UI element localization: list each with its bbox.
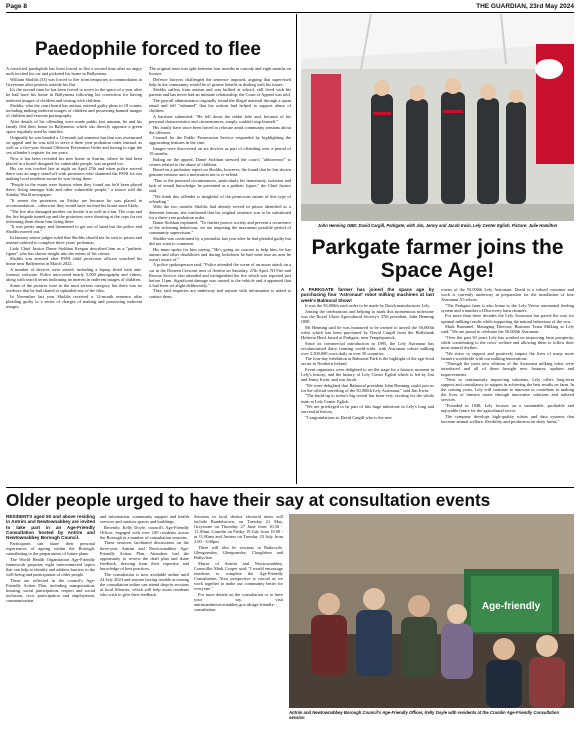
paragraph: "It was pretty angry and threatened to get out of hand but the police and Sholdis moved out."	[6, 224, 142, 235]
paragraph: "We think this offender is insightful of the pernicious nature of this type of offending."	[149, 193, 291, 204]
paragraph: For more details on the consultation or to have your say, visit antrimandnewtownabbey.gov.uk/age-friendly-consultation	[194, 591, 283, 613]
paragraph: Event organisers were delighted to set the stage for a historic moment in Lely's history, and the history of Lely Center Eglish which is led by Jim and Jenny Irwin, and son Jacob.	[301, 367, 434, 383]
section-divider	[6, 487, 574, 488]
paragraph: "The build-up to today's big reveal has been very exciting for the whole team at Lely Center Eglish.	[301, 393, 434, 404]
paragraph: "Founded in 1948, Lely focuses on a sustainable, profitable and enjoyable future for the agricultural sector.	[441, 403, 574, 414]
paragraph: These are reflected in the council's Age-Friendly Action Plan, including transportation, housing, social participation, respect and social inclusion, civic participation and employment, communication	[6, 577, 95, 604]
paragraph: They said enquiries are underway and anyone with information is asked to contact them.	[149, 288, 291, 299]
paragraph: Participants can share their personal experiences of ageing within the Borough, contributing to the preparations of future plans.	[6, 540, 95, 557]
paragraph: It was the 50,000th such order to be made by Dutch manufacturer Lely.	[305, 303, 431, 309]
paragraph: Sholdis suffers from autism and was bullied at school, still lived with his parents and has never had an intimate relationship, the Court of Appeal was told.	[149, 87, 291, 98]
paragraph: "The fire also damaged another car beside it as well as a bin. The cops and the fire brigade turned up and the protesters were shouting at the cops for not informing them about him living there.	[6, 208, 142, 224]
paragraph: "The Parkgate farm is also home to the Lely Vector automated feeding system and a number of Discovery barn cleaners.	[441, 302, 574, 313]
paragraph: Since its commercial introduction in 1995, the Lely Astronaut has revolutionised dairy farming world-wide, with Astronaut robots milking over 2,500,000 cows daily in over 50 countries.	[301, 340, 434, 356]
paragraph: "Through the years new editions of the Astronaut milking robot were introduced and all of them brought new features, updates and improvements.	[441, 361, 574, 377]
paragraph: With the two months Sholdis had already served in prison identified as a deterrent feature, she confirmed that his original sentence was to be substituted for a three-year probation order.	[149, 204, 291, 220]
paragraph: "Next to continuously improving solutions, Lely offers long-term support and consultancy to support in achieving the best results on farm. In the coming years, Lely will continue to innovate to contribute to making the lives of farmers easier through innovative solutions and tailored services.	[441, 377, 574, 403]
story3-photo-caption: Antrim and Newtownabbey Borough Council's Age-Friendly Officer, Kelly Doyle with residents at the Crumlin Age-Friendly Consultation session	[289, 710, 560, 720]
story3-column-3	[194, 514, 283, 732]
paragraph: It's the second time he has been forced to move in the space of a year after he had have his home in Ballymena following his conviction for having indecent images of children and sexting with children.	[6, 87, 142, 103]
paragraph: A police spokesperson said: "Police attended the scene of an arson attack on a car in the Doneen Crescent area of Antrim on Saturday, 27th April. NI Fire and Rescue Service also attended and extinguished the fire which was reported just before 11pm. Significant damage was caused to the vehicle and it appeared that it had been set alight deliberately."	[149, 262, 291, 288]
paragraph: The original term was split between four months in custody and eight months on licence.	[149, 66, 291, 77]
paragraph: For more than three decades the Lely Astronaut has paved the way for optimal milking results while supporting the natural behaviour of the cow.	[441, 313, 574, 324]
paragraph: William Sholdis (33) was forced to flee from temporary accommodation in Greystone after protests outside his flat.	[6, 76, 142, 87]
paragraph: His family have since been forced to relocate amid community tensions about the offences.	[149, 124, 291, 135]
paragraph: Sholdis, who the court heard has autism, entered guilty pleas to 18 counts, including making indecent images of children and possessing banned images of children and extreme pornography.	[6, 103, 142, 119]
lely-stand-illustration	[301, 14, 574, 221]
paragraph: Now it has been revealed his new home in Antrim, where he had been placed in a hostel designed for vulnerable people, was targeted too.	[6, 155, 142, 166]
paragraph: Originally he was handed a 12-month jail sentence but that was overturned on appeal and he was told to serve a three year probation order instead, as well as a five-year Sexual Offences Prevention Order and having to sign the sex offender's register for ten years.	[6, 134, 142, 155]
paragraph: Sessions in local district electoral areas will include Randalstown, on Tuesday 21 May, Greystone on Thursday 27 June from 10.30 - 11.30am, Crumlin on Friday 19 July from 10.00 - at 11.00am and Antrim on Tuesday 23 July from 2.00 - 3.00pm.	[194, 514, 283, 545]
story3-headline: Older people urged to have their say at consultation events	[6, 490, 491, 510]
paragraph: Ruling on the appeal, Dame Siobhan stressed the court's "abhorrence" to crimes related to the abuse of children.	[149, 156, 291, 167]
paragraph: His car was torched late at night on April 27th and when police arrived there was an angry stand-off with protesters who slammed the PSNI for not making local residents aware he was living there.	[6, 166, 142, 182]
consultation-photo	[289, 514, 574, 708]
paragraph: "Congratulations to David Cargill who is the new	[305, 414, 392, 420]
paragraph: Images were discovered on six devices as part of offending over a period of 19 months.	[149, 145, 291, 156]
page-number: Page 8	[6, 3, 27, 10]
paragraph: Sholdis was confronted by a journalist last year after he had pleaded guilty but did not want to comment.	[149, 236, 291, 247]
paragraph: "People in the estate were furious when they found out he'd been placed there, living amongst kids and other vulnerable people," a source told the Sunday World newspaper.	[6, 182, 142, 198]
paragraph: "Due to the personal circumstances, particularly his immaturity, isolation and lack of sexual knowledge, he presented as a pathetic figure," the Chief Justice said.	[149, 177, 291, 194]
paragraph: owner of the 50,000th Lely Astronaut. David is a valued customer and work is currently underway in preparation for the installation of four Astronaut A5 robots.	[441, 287, 574, 303]
paragraph: Based on a probation report on Sholdis, however, the found that he has shown genuine remorse and a motivation not to re-offend.	[149, 167, 291, 178]
story1-column-1	[6, 66, 142, 481]
age-friendly-banner: Age-friendly	[481, 601, 541, 612]
paragraph: "Over the past 30 years Lely has worked on improving farm prosperity, while contributing to the cows' welfare and allowing them to follow their most natural rhythm.	[441, 334, 574, 351]
story1-column-2	[149, 66, 291, 481]
paragraph: Joining the celebrations and helping to mark this momentous milestone was the Royal Ulster Agricultural Society's 37th president, John Henning OBE.	[301, 308, 434, 325]
paragraph: Recently, Kelly Doyle, council's Age-Friendly Officer, engaged with over 100 residents across the Borough in a number of consultation sessions.	[100, 524, 189, 540]
story2-photo-caption: John Henning OBE; David Cargill, Parkgate; with Jim, Jenny and Jacob Irwin, Lely Center Eglish. Picture: Julie Hamilton	[317, 223, 558, 228]
paragraph: Defence lawyers challenged the sentence imposed, arguing that supervised help in the community would be of greater benefit in dealing with his issues.	[149, 76, 291, 87]
paragraph: "We are privileged to be part of this huge milestone in Lely's long and successful history.	[301, 404, 434, 415]
paragraph: The four-day exhibition at Balmoral Park is the highlight of the agri-food sector in Northern Ireland.	[301, 356, 434, 367]
consultation-illustration	[289, 514, 574, 708]
paragraph: In January senior judges ruled that Sholdis should not be sent to prison and instead ordered to complete three years' probation.	[6, 235, 142, 246]
paragraph: A number of devices were seized, including a laptop fitted with anti-forensic software. Police uncovered nearly 5,000 photographs and videos, along with search terms indicating an interest in indecent images of children.	[6, 267, 142, 283]
paragraph: After details of his offending were made public last autumn, he and his family fled their home in Ballymena, which sits directly opposite a green space regularly used by families.	[6, 118, 142, 135]
paragraph: A PARKGATE farmer has joined the space age by purchasing four 'Astronaut' robot milking machines at last week's Balmoral Show!	[301, 287, 434, 303]
paragraph: Dame Siobhan explained: "To further protect society and prevent a recurrence of the sickening behaviour, we are imposing the maximum possible period of community supervision."	[149, 220, 291, 236]
column-divider	[296, 14, 297, 484]
paragraph: "It seems the protesters on Friday are because he was placed in accommodation – otherwise they would have torched his house most likely.	[6, 197, 142, 208]
story3-column-1	[6, 514, 95, 732]
paragraph: Mayor of Antrim and Newtownabbey, Councillor Mark Cooper said: "I would encourage residents to complete the Age-Friendly Consultation. Your perspective is crucial as we work together to make our community better for everyone."	[194, 560, 283, 592]
paragraph: The consultation is now available online until 24 July 2024 and anyone having trouble accessing the consultation online can attend drop-in sessions at local libraries, which will help assist residents who wish to give their feedback.	[100, 571, 189, 597]
paragraph: Sholdis was arrested after PSNI child protection officers searched his home near Ballymena in March 2022.	[6, 256, 142, 267]
paragraph: The World Health Organisation Age-Friendly framework proposes eight interconnected topics that can help to identify and address barriers to the well-being and participation of older people.	[6, 556, 95, 578]
paragraph: Mark Brummel, Managing Director, Business Team Milking at Lely said: "We are proud to celebrate the 50,000th Astronaut.	[441, 324, 574, 335]
paragraph: The payroll administrator originally found the illegal material through a spam email and fell "ashamed" that his actions had helped to support abuse of children.	[149, 98, 291, 114]
paragraph: Lady Chief Justice Dame Siobhan Keegan described him as a "pathetic figure" who has shown insight into the extent of his crimes.	[6, 245, 142, 256]
lely-photo	[301, 14, 574, 221]
story2-headline: Parkgate farmer joins the Space Age!	[311, 236, 564, 282]
paper-date: THE GUARDIAN, 23rd May 2024	[476, 3, 574, 10]
story2-column-2	[441, 287, 574, 484]
paragraph: RESIDENTS aged 50 and above residing in Antrim and Newtownabbey are invited to take part in an Age-Friendly Consultation hosted by Antrim and Newtownabbey Borough Council.	[6, 514, 95, 541]
paragraph: "We were delighted that Balmoral president John Henning could join us for the official unveiling of the 50,000th Lely Astronaut," said Jim Irwin.	[301, 382, 434, 393]
paragraph: A barrister submitted: "He fell down the rabbit hole and, because of his personal characteristics and circumstances, simply couldn't stop himself."	[149, 113, 291, 124]
page-header	[6, 3, 574, 13]
story3-column-2	[100, 514, 189, 732]
paragraph: His mum spoke for him saying, "He's going on courses to help him, he has autism and other disabilities and during lockdown he had went into an area he wasn't aware of."	[149, 246, 291, 262]
paragraph: A convicted paedophile has been forced to flee a second time after an angry mob torched his car and picketed his home in Ballymena.	[6, 66, 142, 77]
story2-column-1	[301, 287, 434, 484]
story1-headline: Paedophile forced to flee	[35, 39, 261, 60]
paragraph: The company develops high-quality robots and data systems that increase animal welfare, flexibility and production on dairy farms."	[441, 413, 574, 424]
paragraph: "We strive to support and positively impact the lives of many more farmers worldwide with our milking innovations.	[441, 350, 574, 361]
paragraph: These sessions facilitated discussions on the three-year Antrim and Newtownabbey Age-Friendly Action Plan. Attendees had the opportunity to review the draft plan and share feedback, drawing from their expertise and knowledge of best practices.	[100, 540, 189, 571]
paragraph: In November last year Sholdis received a 12-month sentence after pleading guilty to a series of charges of making and possessing indecent images.	[6, 293, 142, 309]
paragraph: Some of the pictures were in the most serious category, but there was no evidence that he had shared or uploaded any of the files.	[6, 282, 142, 293]
paragraph: There will also be sessions in Rathcoole, Glengormley, Glengormley, Cloughfern and Ballyclare.	[194, 545, 283, 561]
paragraph: and information, community support and health services and outdoor spaces and buildings.	[100, 514, 189, 525]
paragraph: Mr Henning said he was honoured to be invited to unveil the 50,000th robot which has been purchased by David Cargill from the Hollybank Holstein Herd, based at Parkgate, near Templepatrick.	[301, 324, 434, 340]
paragraph: Counsel for the Public Prosecution Service responded by highlighting the aggravating features in the case.	[149, 135, 291, 146]
